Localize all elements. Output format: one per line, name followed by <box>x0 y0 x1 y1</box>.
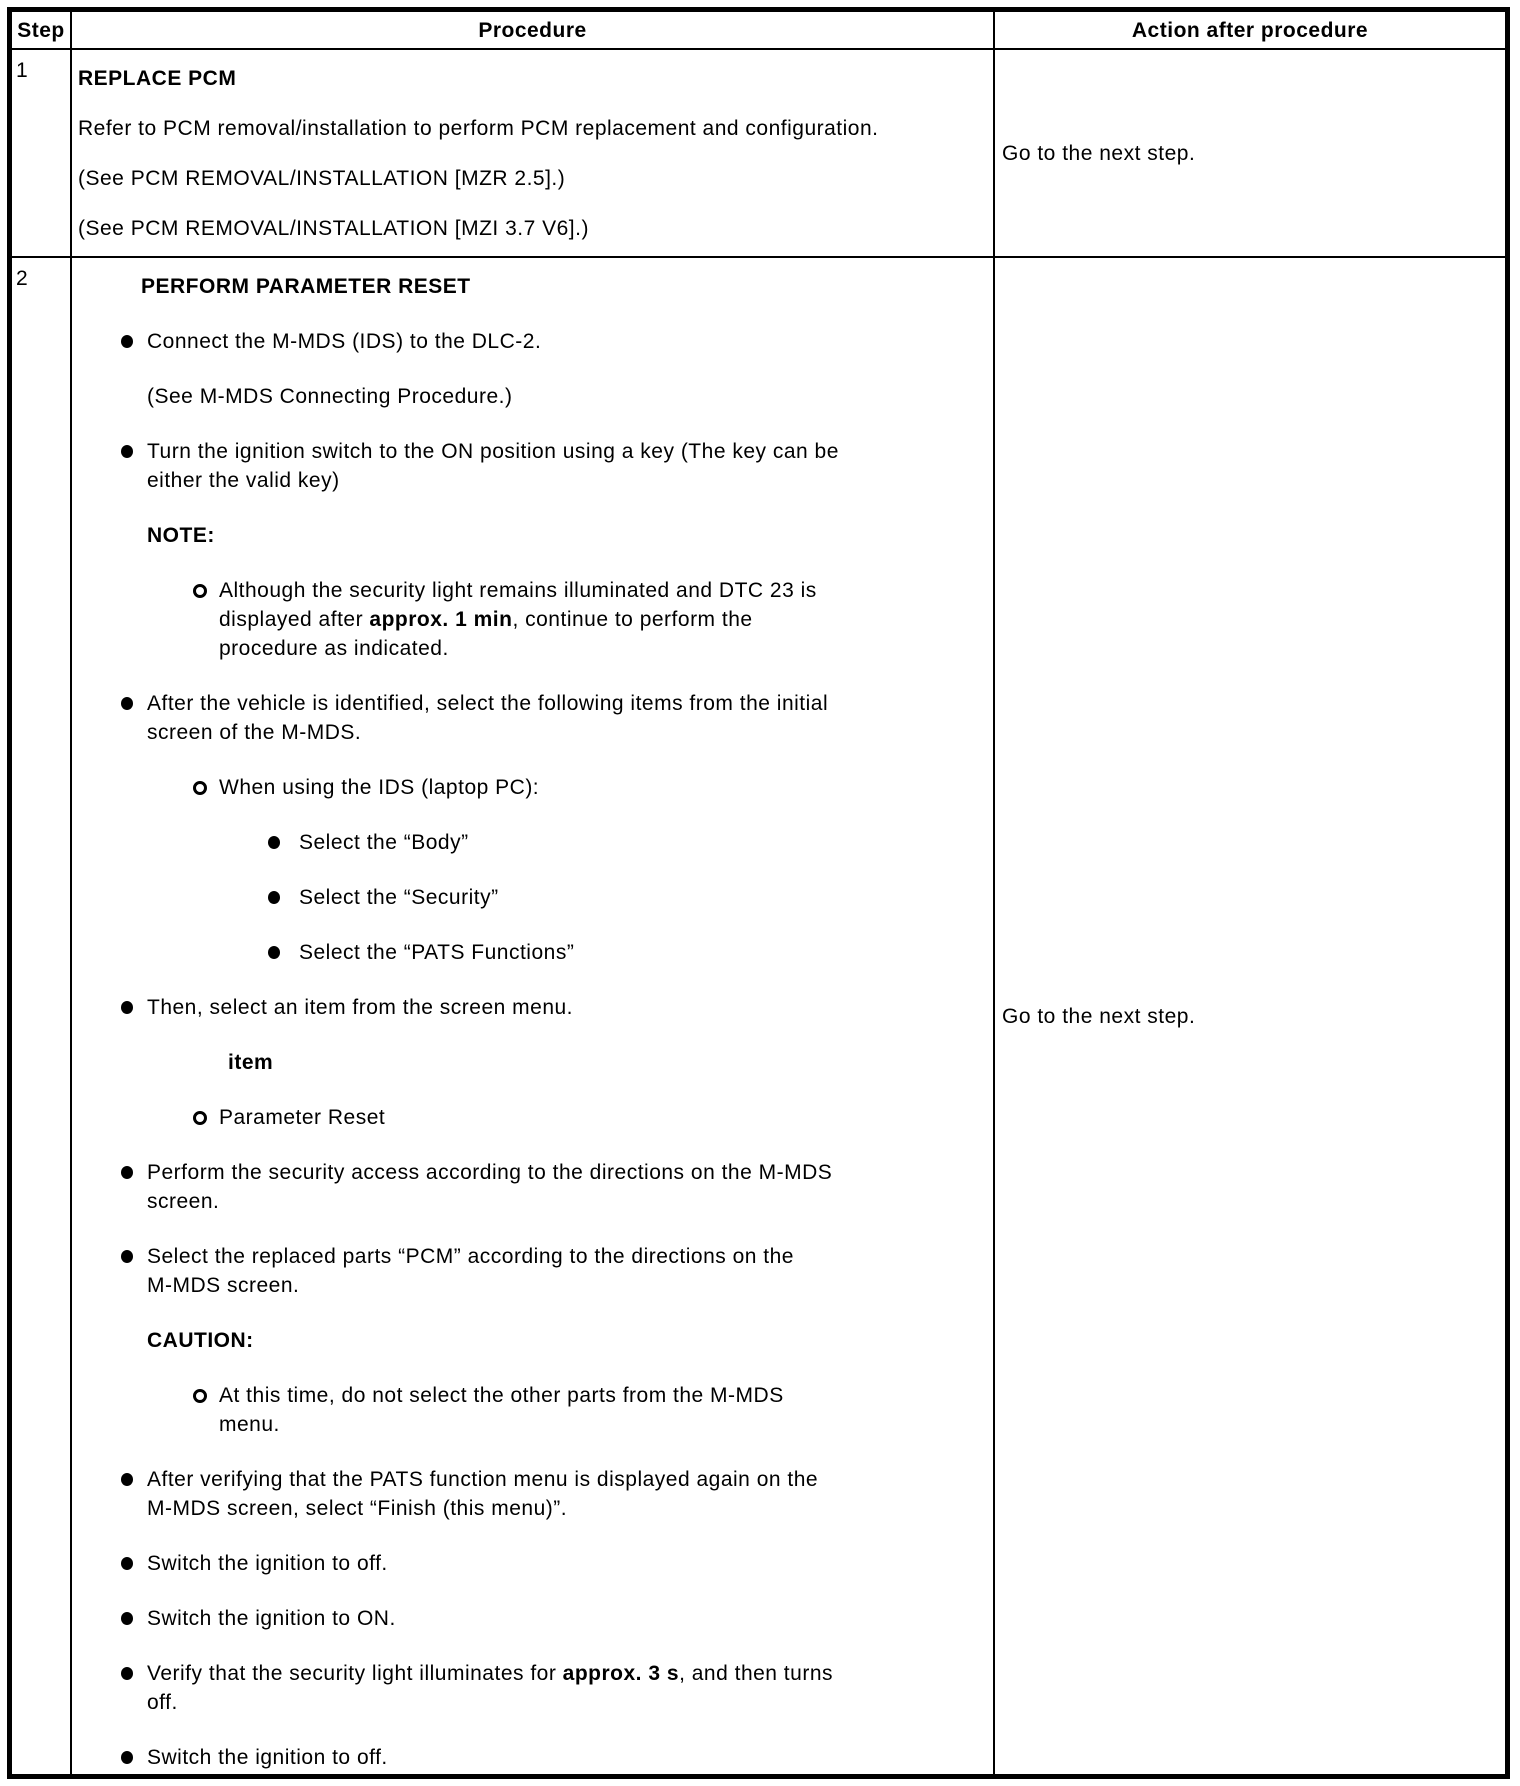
circle-bullet-icon <box>193 1111 207 1125</box>
procedure-see-reference: (See PCM REMOVAL/INSTALLATION [MZR 2.5].) <box>78 167 566 190</box>
bullet-icon <box>268 891 280 904</box>
bullet-icon <box>121 335 133 348</box>
step-1-procedure <box>72 50 995 258</box>
procedure-line-part: , and then turns <box>679 1662 833 1685</box>
procedure-line: screen of the M-MDS. <box>147 721 362 744</box>
procedure-line: Select the “Security” <box>299 886 499 909</box>
procedure-line: Connect the M-MDS (IDS) to the DLC-2. <box>147 330 542 353</box>
procedure-line: Turn the ignition switch to the ON position using a key (The key can be <box>147 440 839 463</box>
bullet-item <box>72 828 953 857</box>
procedure-line: At this time, do not select the other parts from the M-MDS <box>219 1384 784 1407</box>
procedure-line: Switch the ignition to off. <box>147 1746 388 1769</box>
procedure-line-bold: approx. 3 s <box>562 1662 680 1685</box>
circle-bullet-icon <box>193 584 207 598</box>
procedure-table <box>7 7 1510 1779</box>
procedure-line: M-MDS screen, select “Finish (this menu)”. <box>147 1497 568 1520</box>
header-step: Step <box>12 12 72 50</box>
bullet-item <box>72 1465 953 1523</box>
step-2-procedure <box>72 258 995 1774</box>
bullet-icon <box>121 445 133 458</box>
bullet-icon <box>121 1751 133 1764</box>
bullet-item <box>72 1549 953 1578</box>
procedure-line-part: displayed after <box>219 608 370 631</box>
bullet-icon <box>121 1001 133 1014</box>
bullet-icon <box>268 946 280 959</box>
procedure-line: Refer to PCM removal/installation to perform PCM replacement and configuration. <box>78 117 879 140</box>
bullet-item <box>72 1659 953 1717</box>
procedure-line <box>219 605 817 634</box>
bullet-item <box>72 993 953 1022</box>
bullet-item <box>72 689 953 747</box>
procedure-line: off. <box>147 1691 178 1714</box>
procedure-line: After the vehicle is identified, select the following items from the initial <box>147 692 829 715</box>
bullet-icon <box>268 836 280 849</box>
bullet-item <box>72 327 953 356</box>
procedure-line <box>147 1659 833 1688</box>
procedure-heading: REPLACE PCM <box>78 67 237 90</box>
bullet-icon <box>121 697 133 710</box>
circle-bullet-icon <box>193 1389 207 1403</box>
caution-label: CAUTION: <box>147 1329 254 1352</box>
circle-bullet-item <box>72 773 953 802</box>
procedure-line: Select the “PATS Functions” <box>299 941 575 964</box>
procedure-line: Select the “Body” <box>299 831 469 854</box>
step-1-action <box>995 50 1505 258</box>
header-action: Action after procedure <box>995 12 1505 50</box>
procedure-see-reference: (See PCM REMOVAL/INSTALLATION [MZI 3.7 V6].) <box>78 217 589 240</box>
bullet-item <box>72 437 953 495</box>
bullet-item <box>72 938 953 967</box>
circle-bullet-icon <box>193 781 207 795</box>
procedure-line: Although the security light remains illuminated and DTC 23 is <box>219 579 817 602</box>
step-1-number: 1 <box>12 50 72 258</box>
procedure-line: Parameter Reset <box>219 1106 386 1129</box>
procedure-line: Switch the ignition to off. <box>147 1552 388 1575</box>
procedure-line: When using the IDS (laptop PC): <box>219 776 540 799</box>
action-text: Go to the next step. <box>1002 141 1196 165</box>
bullet-icon <box>121 1612 133 1625</box>
bullet-icon <box>121 1166 133 1179</box>
bullet-icon <box>121 1473 133 1486</box>
procedure-line: Switch the ignition to ON. <box>147 1607 396 1630</box>
procedure-line: M-MDS screen. <box>147 1274 300 1297</box>
bullet-item <box>72 1743 953 1772</box>
procedure-line-bold: approx. 1 min <box>369 608 513 631</box>
procedure-line-part: , continue to perform the <box>512 608 753 631</box>
circle-bullet-item <box>72 1381 953 1439</box>
note-label: NOTE: <box>147 524 215 547</box>
procedure-heading: PERFORM PARAMETER RESET <box>141 275 471 298</box>
bullet-icon <box>121 1250 133 1263</box>
procedure-line: Perform the security access according to the directions on the M-MDS <box>147 1161 833 1184</box>
bullet-item <box>72 883 953 912</box>
circle-bullet-item <box>72 1103 953 1132</box>
action-text: Go to the next step. <box>1002 1004 1196 1028</box>
procedure-line: Select the replaced parts “PCM” according to the directions on the <box>147 1245 794 1268</box>
header-procedure: Procedure <box>72 12 995 50</box>
procedure-line: Then, select an item from the screen menu. <box>147 996 574 1019</box>
procedure-line: screen. <box>147 1190 220 1213</box>
procedure-line: procedure as indicated. <box>219 637 449 660</box>
circle-bullet-item <box>72 576 953 663</box>
procedure-line: either the valid key) <box>147 469 340 492</box>
bullet-item <box>72 1158 953 1216</box>
step-2-number: 2 <box>12 258 72 1774</box>
step-2-action <box>995 258 1505 1774</box>
bullet-icon <box>121 1667 133 1680</box>
bullet-icon <box>121 1557 133 1570</box>
procedure-line: menu. <box>219 1413 280 1436</box>
procedure-line: After verifying that the PATS function menu is displayed again on the <box>147 1468 819 1491</box>
bullet-item <box>72 1604 953 1633</box>
procedure-line-part: Verify that the security light illuminates for <box>147 1662 563 1685</box>
procedure-see-reference: (See M-MDS Connecting Procedure.) <box>147 385 513 408</box>
bullet-item <box>72 1242 953 1300</box>
item-label: item <box>228 1051 274 1074</box>
